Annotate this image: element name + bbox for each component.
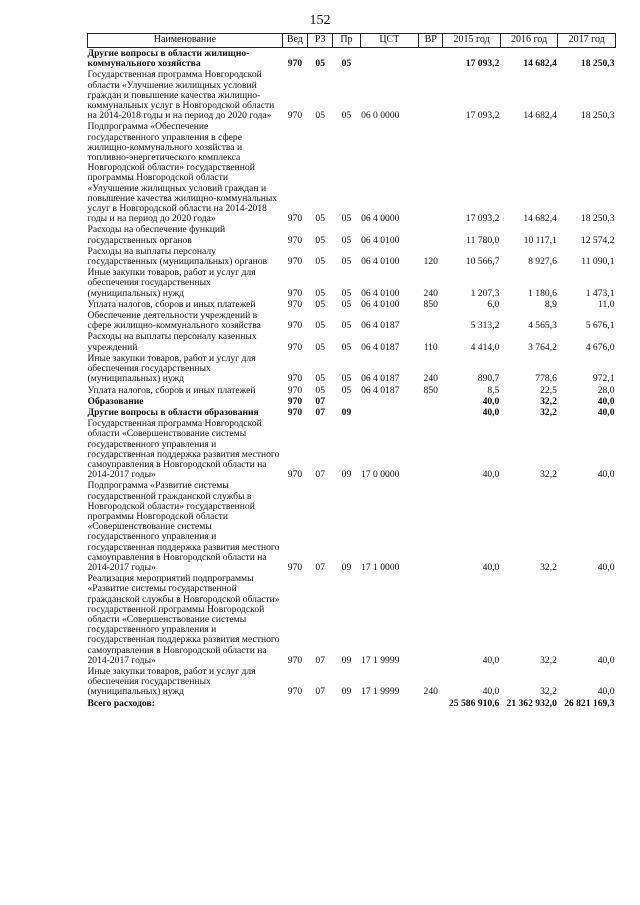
row-name: Реализация мероприятий подпрограммы «Развитие системы государственной гражданской службы в Новгородской области» государственной программы Новгородской области «Совершенствование системы государственного управления и государственная поддержка развития местного самоуправления в Новгородской области на 2014-2017 годы» <box>87 573 280 666</box>
row-2016: 32,2 <box>540 469 557 481</box>
row-2016: 778,6 <box>535 373 557 385</box>
row-vr: 240 <box>423 686 438 698</box>
row-cst: 06 4 0100 <box>361 287 400 299</box>
row-rz: 07 <box>315 561 325 573</box>
row-name: Иные закупки товаров, работ и услуг для обеспечения государственных (муниципальных) нужд <box>87 665 256 698</box>
column-header-2016: 2016 год <box>500 34 558 48</box>
row-2016: 32,2 <box>540 561 557 573</box>
row-vr <box>419 224 443 245</box>
row-rz: 05 <box>315 320 325 332</box>
row-ved: 970 <box>287 395 303 407</box>
row-pr: 05 <box>341 373 352 385</box>
row-2015: 40,0 <box>482 561 500 573</box>
column-header-ved: Вед <box>282 34 307 48</box>
table-row <box>88 418 616 480</box>
total-row <box>88 698 616 709</box>
row-name: Расходы на выплаты персоналу казенных учреждений <box>87 331 257 353</box>
row-2016: 32,2 <box>540 654 557 666</box>
row-vr: 120 <box>423 256 438 268</box>
table-row <box>88 224 616 245</box>
page-number: 152 <box>309 13 331 28</box>
row-2015: 1 207,3 <box>470 287 500 299</box>
row-2015: 40,0 <box>482 469 500 481</box>
row-cst <box>360 396 419 407</box>
row-cst: 17 1 9999 <box>361 654 400 666</box>
row-pr: 05 <box>341 384 352 396</box>
row-2016: 32,2 <box>540 406 557 418</box>
row-cst <box>360 407 419 418</box>
row-cst: 17 1 0000 <box>361 561 400 573</box>
row-2017: 40,0 <box>597 561 615 573</box>
row-ved: 970 <box>287 287 303 299</box>
row-cst: 06 4 0187 <box>361 384 400 396</box>
row-2016: 10 117,1 <box>523 234 557 246</box>
row-pr: 09 <box>341 406 352 418</box>
row-rz: 07 <box>315 686 325 698</box>
table-row <box>88 353 616 385</box>
row-name: Обеспечение деятельности учреждений в сфере жилищно-коммунального хозяйства <box>87 310 261 332</box>
row-cst: 06 4 0187 <box>361 341 400 353</box>
table-body <box>88 48 616 709</box>
row-2016: 32,2 <box>540 395 557 407</box>
row-2015: 40,0 <box>482 395 500 407</box>
row-2016: 32,2 <box>540 686 557 698</box>
row-ved: 970 <box>287 213 303 225</box>
table-row <box>88 396 616 407</box>
table-row <box>88 310 616 331</box>
row-2017: 12 574,2 <box>580 234 615 246</box>
row-vr <box>419 121 443 224</box>
row-name: Государственная программа Новгородской области «Улучшение жилищных условий граждан и повышение качества жилищно-коммунальных услуг в Новгородской области на 2014-2018 годы и на период до 2020 года» <box>87 69 275 122</box>
row-name: Иные закупки товаров, работ и услуг для обеспечения государственных (муниципальных) нужд <box>87 352 256 385</box>
row-ved: 970 <box>287 384 303 396</box>
row-2017: 972,1 <box>592 373 615 385</box>
row-cst: 06 4 0100 <box>361 298 400 310</box>
row-cst: 06 4 0187 <box>361 373 400 385</box>
table-row <box>88 48 616 70</box>
column-header-name: Наименование <box>88 34 283 48</box>
row-2015: 4 414,0 <box>470 341 500 353</box>
row-name: Уплата налогов, сборов и иных платежей <box>87 298 256 310</box>
row-ved: 970 <box>287 58 303 70</box>
row-vr: 240 <box>423 373 438 385</box>
row-ved: 970 <box>287 234 303 246</box>
row-2015: 17 093,2 <box>465 110 500 122</box>
row-cst: 06 4 0100 <box>361 234 400 246</box>
row-2016: 4 565,3 <box>528 320 557 332</box>
row-pr: 09 <box>341 654 352 666</box>
row-rz: 07 <box>315 654 325 666</box>
row-pr: 05 <box>341 213 352 225</box>
row-vr <box>419 396 443 407</box>
row-pr: 05 <box>341 341 352 353</box>
row-vr <box>419 69 443 121</box>
row-2015: 11 780,0 <box>466 234 500 246</box>
row-pr: 09 <box>341 686 352 698</box>
row-2016: 22,5 <box>540 384 557 396</box>
row-ved: 970 <box>287 373 303 385</box>
row-vr: 850 <box>423 298 438 310</box>
row-name: Подпрограмма «Обеспечение государственного управления в сфере жилищно-коммунального хозяйства и топливно-энергетического комплекса Новгородской области» государственной программы Новгородской области «Улучшение жилищных условий граждан и повышение качества жилищно-коммунальных услуг в Новгородской области на 2014-2018 годы и на период до 2020 года» <box>87 121 278 225</box>
row-2015: 40,0 <box>482 406 500 418</box>
total-2016: 21 362 932,0 <box>506 697 557 709</box>
row-2015: 40,0 <box>482 654 500 666</box>
row-2016: 3 764,2 <box>528 341 557 353</box>
table-row <box>88 331 616 352</box>
row-ved: 970 <box>287 341 303 353</box>
row-2017: 40,0 <box>597 654 615 666</box>
row-name: Уплата налогов, сборов и иных платежей <box>87 384 256 396</box>
row-ved: 970 <box>287 320 303 332</box>
row-vr: 110 <box>423 341 438 353</box>
row-2016: 14 682,4 <box>523 110 557 122</box>
row-pr: 05 <box>341 110 352 122</box>
row-2015: 8,5 <box>487 384 500 396</box>
row-2017: 5 676,1 <box>585 320 615 332</box>
row-ved: 970 <box>287 256 303 268</box>
row-cst <box>360 48 419 70</box>
row-rz: 07 <box>315 395 325 407</box>
row-cst: 06 4 0187 <box>361 320 400 332</box>
row-ved: 970 <box>287 561 303 573</box>
row-2015: 5 313,2 <box>470 320 500 332</box>
row-name: Иные закупки товаров, работ и услуг для обеспечения государственных (муниципальных) нужд <box>87 267 256 299</box>
row-rz: 05 <box>315 110 325 122</box>
row-ved: 970 <box>287 406 303 418</box>
row-pr <box>333 396 360 407</box>
row-2017: 4 676,0 <box>585 341 615 353</box>
row-vr <box>419 418 443 480</box>
column-header-cst: ЦСТ <box>360 34 419 48</box>
row-2016: 1 180,6 <box>528 287 557 299</box>
table-row <box>88 407 616 418</box>
row-vr <box>419 48 443 70</box>
row-2017: 40,0 <box>597 406 615 418</box>
row-name: Другие вопросы в области образования <box>87 406 259 418</box>
row-2016: 14 682,4 <box>523 213 557 225</box>
table-row <box>88 299 616 310</box>
row-vr: 850 <box>423 384 438 396</box>
row-cst: 06 4 0100 <box>361 256 400 268</box>
row-pr: 09 <box>341 561 352 573</box>
table-header-row <box>88 34 616 48</box>
total-2015: 25 586 910,6 <box>448 697 500 709</box>
total-label: Всего расходов: <box>87 697 155 709</box>
row-2017: 1 473,1 <box>585 287 615 299</box>
row-rz: 05 <box>315 213 325 225</box>
column-header-2015: 2015 год <box>443 34 501 48</box>
row-name: Образование <box>87 395 144 407</box>
table-row <box>88 666 616 698</box>
row-ved: 970 <box>287 469 303 481</box>
row-name: Подпрограмма «Развитие системы государственной гражданской службы в Новгородской области» государственной программы Новгородской области «Совершенствование системы государственного управления и государственная поддержка развития местного самоуправления в Новгородской области на 2014-2017 годы» <box>87 480 280 573</box>
row-2017: 18 250,3 <box>580 213 615 225</box>
row-2017: 28,0 <box>597 384 615 396</box>
column-header-vr: ВР <box>419 34 443 48</box>
table-row <box>88 573 616 666</box>
column-header-rz: РЗ <box>308 34 333 48</box>
row-pr: 05 <box>341 298 352 310</box>
row-rz: 05 <box>315 256 325 268</box>
row-ved: 970 <box>287 298 303 310</box>
row-pr: 05 <box>341 58 352 70</box>
row-rz: 05 <box>315 298 325 310</box>
row-name: Расходы на выплаты персоналу государственных (муниципальных) органов <box>87 245 268 268</box>
row-rz: 05 <box>315 58 325 70</box>
row-pr: 05 <box>341 256 352 268</box>
row-name: Расходы на обеспечение функций государственных органов <box>87 224 226 246</box>
row-2017: 11,0 <box>598 298 615 310</box>
row-cst: 06 0 0000 <box>361 110 400 122</box>
row-2017: 11 090,1 <box>581 256 615 268</box>
row-rz: 07 <box>315 406 325 418</box>
row-2016: 8 927,6 <box>528 256 557 268</box>
row-name: Другие вопросы в области жилищно-коммунального хозяйства <box>87 48 250 70</box>
row-cst: 17 1 9999 <box>361 686 400 698</box>
row-2017: 40,0 <box>597 686 615 698</box>
row-ved: 970 <box>287 110 303 122</box>
row-2015: 17 093,2 <box>465 58 500 70</box>
row-pr: 05 <box>341 287 352 299</box>
row-pr: 05 <box>341 234 352 246</box>
table-row <box>88 385 616 396</box>
row-ved: 970 <box>287 654 303 666</box>
row-2017: 18 250,3 <box>580 58 615 70</box>
row-rz: 05 <box>315 384 325 396</box>
row-pr: 05 <box>341 320 352 332</box>
row-2017: 40,0 <box>597 395 615 407</box>
row-2015: 10 566,7 <box>465 256 500 268</box>
row-rz: 05 <box>315 341 325 353</box>
row-rz: 07 <box>315 469 325 481</box>
total-2017: 26 821 169,3 <box>564 697 615 709</box>
table-row <box>88 69 616 121</box>
row-rz: 05 <box>315 287 325 299</box>
row-2017: 18 250,3 <box>580 110 615 122</box>
row-2016: 14 682,4 <box>523 58 557 70</box>
row-pr: 09 <box>341 469 352 481</box>
column-header-pr: Пр <box>333 34 360 48</box>
table-row <box>88 267 616 299</box>
row-name: Государственная программа Новгородской области «Совершенствование системы государственного управления и государственная поддержка развития местного самоуправления в Новгородской области на 2014-2017 годы» <box>87 418 280 481</box>
row-vr: 240 <box>423 287 438 299</box>
row-ved: 970 <box>287 686 303 698</box>
row-rz: 05 <box>315 234 325 246</box>
row-2017: 40,0 <box>597 469 615 481</box>
row-2015: 40,0 <box>482 686 500 698</box>
column-header-2017: 2017 год <box>558 34 616 48</box>
row-vr <box>419 310 443 331</box>
budget-table <box>87 33 616 709</box>
table-row <box>88 121 616 224</box>
row-2015: 17 093,2 <box>465 213 500 225</box>
row-2015: 890,7 <box>477 373 500 385</box>
row-cst: 06 4 0000 <box>361 213 400 225</box>
row-vr <box>419 480 443 573</box>
row-2015: 6,0 <box>487 298 500 310</box>
table-row <box>88 480 616 573</box>
row-cst: 17 0 0000 <box>361 469 400 481</box>
row-rz: 05 <box>315 373 325 385</box>
row-vr <box>419 573 443 666</box>
row-vr <box>419 407 443 418</box>
row-2016: 8,9 <box>544 298 557 310</box>
table-row <box>88 246 616 267</box>
